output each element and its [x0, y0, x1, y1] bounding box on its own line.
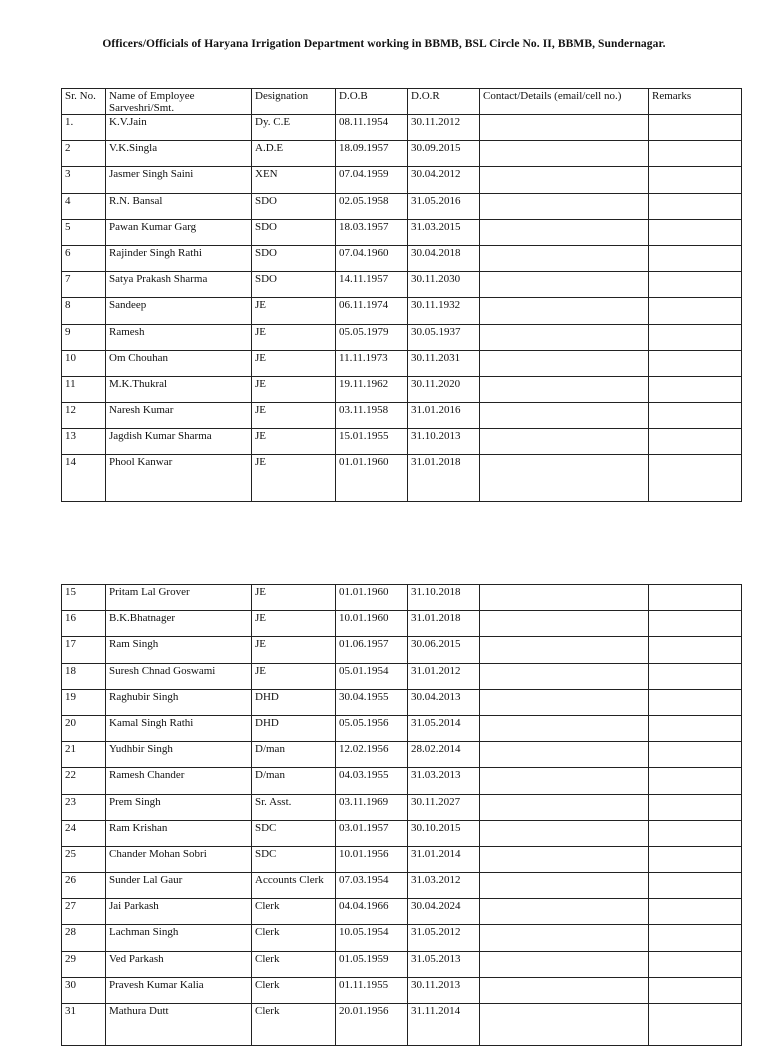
cell-dor: 30.11.2030	[408, 272, 480, 298]
table-row	[62, 298, 742, 324]
table-row	[62, 820, 742, 846]
cell-contact	[480, 429, 649, 455]
cell-sr-no: 12	[62, 403, 106, 429]
cell-designation: JE	[252, 637, 336, 663]
cell-contact	[480, 794, 649, 820]
cell-sr-no: 8	[62, 298, 106, 324]
table-row	[62, 141, 742, 167]
cell-designation: JE	[252, 403, 336, 429]
header-remarks: Remarks	[649, 89, 742, 115]
cell-designation: JE	[252, 376, 336, 402]
cell-sr-no: 2	[62, 141, 106, 167]
cell-contact	[480, 611, 649, 637]
cell-dob: 01.01.1960	[336, 585, 408, 611]
cell-remarks	[649, 115, 742, 141]
cell-sr-no: 16	[62, 611, 106, 637]
cell-dob: 10.01.1960	[336, 611, 408, 637]
cell-dor: 30.11.2013	[408, 977, 480, 1003]
cell-dor: 30.04.2024	[408, 899, 480, 925]
cell-designation: JE	[252, 585, 336, 611]
cell-designation: XEN	[252, 167, 336, 193]
cell-designation: Clerk	[252, 925, 336, 951]
cell-sr-no: 24	[62, 820, 106, 846]
cell-designation: JE	[252, 663, 336, 689]
header-sr-no: Sr. No.	[62, 89, 106, 115]
cell-dob: 30.04.1955	[336, 689, 408, 715]
cell-employee-name: Lachman Singh	[106, 925, 252, 951]
cell-contact	[480, 768, 649, 794]
table-row	[62, 455, 742, 502]
cell-remarks	[649, 873, 742, 899]
cell-contact	[480, 925, 649, 951]
cell-remarks	[649, 272, 742, 298]
table-row	[62, 899, 742, 925]
cell-sr-no: 27	[62, 899, 106, 925]
cell-remarks	[649, 794, 742, 820]
cell-contact	[480, 1004, 649, 1046]
cell-designation: SDO	[252, 272, 336, 298]
cell-sr-no: 22	[62, 768, 106, 794]
cell-dor: 31.03.2015	[408, 219, 480, 245]
cell-remarks	[649, 689, 742, 715]
cell-sr-no: 15	[62, 585, 106, 611]
cell-dor: 31.01.2012	[408, 663, 480, 689]
cell-sr-no: 26	[62, 873, 106, 899]
cell-contact	[480, 689, 649, 715]
cell-employee-name: B.K.Bhatnager	[106, 611, 252, 637]
cell-sr-no: 30	[62, 977, 106, 1003]
table-row	[62, 663, 742, 689]
cell-contact	[480, 245, 649, 271]
cell-dor: 30.06.2015	[408, 637, 480, 663]
cell-designation: JE	[252, 298, 336, 324]
table-row	[62, 193, 742, 219]
cell-dor: 31.05.2013	[408, 951, 480, 977]
table-row	[62, 794, 742, 820]
cell-dob: 03.01.1957	[336, 820, 408, 846]
cell-employee-name: Ramesh	[106, 324, 252, 350]
cell-employee-name: Prem Singh	[106, 794, 252, 820]
cell-designation: SDO	[252, 245, 336, 271]
cell-dob: 04.04.1966	[336, 899, 408, 925]
cell-dor: 31.01.2014	[408, 846, 480, 872]
table-row	[62, 689, 742, 715]
cell-remarks	[649, 298, 742, 324]
table-body-part-2	[62, 585, 742, 1046]
cell-sr-no: 6	[62, 245, 106, 271]
cell-employee-name: Jagdish Kumar Sharma	[106, 429, 252, 455]
cell-remarks	[649, 637, 742, 663]
cell-employee-name: Yudhbir Singh	[106, 742, 252, 768]
cell-contact	[480, 141, 649, 167]
cell-contact	[480, 820, 649, 846]
cell-dob: 11.11.1973	[336, 350, 408, 376]
cell-contact	[480, 873, 649, 899]
cell-sr-no: 25	[62, 846, 106, 872]
cell-dob: 07.04.1960	[336, 245, 408, 271]
table-row	[62, 611, 742, 637]
cell-dob: 14.11.1957	[336, 272, 408, 298]
table-row	[62, 873, 742, 899]
cell-dob: 03.11.1969	[336, 794, 408, 820]
cell-sr-no: 10	[62, 350, 106, 376]
cell-dob: 08.11.1954	[336, 115, 408, 141]
cell-dor: 31.01.2018	[408, 611, 480, 637]
cell-sr-no: 9	[62, 324, 106, 350]
cell-remarks	[649, 324, 742, 350]
header-dor: D.O.R	[408, 89, 480, 115]
cell-dor: 31.03.2012	[408, 873, 480, 899]
cell-employee-name: V.K.Singla	[106, 141, 252, 167]
cell-dor: 30.11.1932	[408, 298, 480, 324]
cell-dor: 31.03.2013	[408, 768, 480, 794]
cell-employee-name: Naresh Kumar	[106, 403, 252, 429]
cell-dor: 30.05.1937	[408, 324, 480, 350]
cell-employee-name: M.K.Thukral	[106, 376, 252, 402]
cell-dor: 31.10.2018	[408, 585, 480, 611]
cell-dob: 10.05.1954	[336, 925, 408, 951]
cell-sr-no: 4	[62, 193, 106, 219]
cell-designation: Dy. C.E	[252, 115, 336, 141]
cell-remarks	[649, 585, 742, 611]
cell-employee-name: Om Chouhan	[106, 350, 252, 376]
cell-employee-name: Pritam Lal Grover	[106, 585, 252, 611]
cell-dor: 31.05.2016	[408, 193, 480, 219]
cell-dob: 01.06.1957	[336, 637, 408, 663]
cell-designation: JE	[252, 429, 336, 455]
cell-designation: A.D.E	[252, 141, 336, 167]
cell-employee-name: Rajinder Singh Rathi	[106, 245, 252, 271]
cell-employee-name: R.N. Bansal	[106, 193, 252, 219]
cell-dob: 18.03.1957	[336, 219, 408, 245]
table-row	[62, 846, 742, 872]
cell-contact	[480, 455, 649, 502]
cell-contact	[480, 899, 649, 925]
table-row	[62, 376, 742, 402]
cell-dor: 30.11.2012	[408, 115, 480, 141]
cell-employee-name: Sandeep	[106, 298, 252, 324]
cell-sr-no: 19	[62, 689, 106, 715]
cell-contact	[480, 637, 649, 663]
cell-dor: 30.09.2015	[408, 141, 480, 167]
table-row	[62, 977, 742, 1003]
cell-dor: 31.05.2014	[408, 715, 480, 741]
cell-dor: 28.02.2014	[408, 742, 480, 768]
cell-remarks	[649, 167, 742, 193]
cell-sr-no: 13	[62, 429, 106, 455]
cell-remarks	[649, 193, 742, 219]
cell-dob: 02.05.1958	[336, 193, 408, 219]
cell-contact	[480, 715, 649, 741]
cell-remarks	[649, 350, 742, 376]
cell-employee-name: Ved Parkash	[106, 951, 252, 977]
cell-designation: Clerk	[252, 899, 336, 925]
cell-dob: 12.02.1956	[336, 742, 408, 768]
cell-employee-name: Pravesh Kumar Kalia	[106, 977, 252, 1003]
cell-contact	[480, 167, 649, 193]
cell-sr-no: 20	[62, 715, 106, 741]
table-row	[62, 742, 742, 768]
table-row	[62, 167, 742, 193]
cell-dob: 10.01.1956	[336, 846, 408, 872]
table-row	[62, 768, 742, 794]
cell-contact	[480, 298, 649, 324]
cell-dob: 07.04.1959	[336, 167, 408, 193]
cell-designation: Clerk	[252, 951, 336, 977]
cell-employee-name: Sunder Lal Gaur	[106, 873, 252, 899]
header-name: Name of Employee Sarveshri/Smt.	[106, 89, 252, 115]
header-dob: D.O.B	[336, 89, 408, 115]
cell-dob: 05.05.1956	[336, 715, 408, 741]
cell-contact	[480, 219, 649, 245]
table-row	[62, 403, 742, 429]
cell-sr-no: 7	[62, 272, 106, 298]
cell-employee-name: Satya Prakash Sharma	[106, 272, 252, 298]
cell-remarks	[649, 899, 742, 925]
cell-remarks	[649, 611, 742, 637]
cell-sr-no: 17	[62, 637, 106, 663]
cell-dob: 05.01.1954	[336, 663, 408, 689]
cell-designation: Sr. Asst.	[252, 794, 336, 820]
cell-designation: Accounts Clerk	[252, 873, 336, 899]
cell-remarks	[649, 219, 742, 245]
table-row	[62, 245, 742, 271]
cell-remarks	[649, 663, 742, 689]
cell-designation: DHD	[252, 689, 336, 715]
cell-dor: 30.11.2031	[408, 350, 480, 376]
cell-sr-no: 21	[62, 742, 106, 768]
cell-remarks	[649, 1004, 742, 1046]
table-row	[62, 585, 742, 611]
cell-employee-name: Pawan Kumar Garg	[106, 219, 252, 245]
cell-remarks	[649, 429, 742, 455]
cell-dob: 15.01.1955	[336, 429, 408, 455]
page-title: Officers/Officials of Haryana Irrigation Department working in BBMB, BSL Circle No. II, BBMB, Sundernagar.	[102, 38, 666, 50]
cell-dor: 30.10.2015	[408, 820, 480, 846]
table-row	[62, 324, 742, 350]
cell-sr-no: 11	[62, 376, 106, 402]
cell-sr-no: 29	[62, 951, 106, 977]
employee-table-part-2	[61, 584, 742, 1046]
table-row	[62, 350, 742, 376]
table-row	[62, 951, 742, 977]
cell-dor: 30.11.2020	[408, 376, 480, 402]
cell-remarks	[649, 768, 742, 794]
cell-employee-name: Mathura Dutt	[106, 1004, 252, 1046]
cell-designation: SDC	[252, 820, 336, 846]
cell-designation: D/man	[252, 768, 336, 794]
cell-contact	[480, 272, 649, 298]
cell-designation: JE	[252, 324, 336, 350]
header-designation: Designation	[252, 89, 336, 115]
cell-employee-name: Ram Singh	[106, 637, 252, 663]
cell-dor: 31.01.2018	[408, 455, 480, 502]
cell-contact	[480, 663, 649, 689]
cell-remarks	[649, 455, 742, 502]
cell-dob: 05.05.1979	[336, 324, 408, 350]
table-row	[62, 715, 742, 741]
cell-sr-no: 23	[62, 794, 106, 820]
cell-remarks	[649, 376, 742, 402]
cell-designation: DHD	[252, 715, 336, 741]
cell-dob: 18.09.1957	[336, 141, 408, 167]
cell-designation: Clerk	[252, 977, 336, 1003]
cell-contact	[480, 951, 649, 977]
cell-contact	[480, 376, 649, 402]
cell-remarks	[649, 715, 742, 741]
cell-employee-name: Suresh Chnad Goswami	[106, 663, 252, 689]
cell-dob: 01.01.1960	[336, 455, 408, 502]
cell-dob: 19.11.1962	[336, 376, 408, 402]
cell-contact	[480, 324, 649, 350]
cell-dob: 07.03.1954	[336, 873, 408, 899]
cell-remarks	[649, 977, 742, 1003]
table-row	[62, 1004, 742, 1046]
cell-dob: 03.11.1958	[336, 403, 408, 429]
cell-designation: SDO	[252, 219, 336, 245]
cell-sr-no: 18	[62, 663, 106, 689]
cell-dob: 04.03.1955	[336, 768, 408, 794]
table-row	[62, 115, 742, 141]
table-row	[62, 637, 742, 663]
cell-designation: JE	[252, 611, 336, 637]
cell-dor: 30.11.2027	[408, 794, 480, 820]
cell-sr-no: 5	[62, 219, 106, 245]
cell-employee-name: K.V.Jain	[106, 115, 252, 141]
cell-dor: 31.10.2013	[408, 429, 480, 455]
cell-employee-name: Jasmer Singh Saini	[106, 167, 252, 193]
cell-contact	[480, 350, 649, 376]
cell-employee-name: Chander Mohan Sobri	[106, 846, 252, 872]
cell-contact	[480, 193, 649, 219]
cell-dob: 01.05.1959	[336, 951, 408, 977]
cell-dor: 30.04.2018	[408, 245, 480, 271]
table-row	[62, 219, 742, 245]
cell-employee-name: Kamal Singh Rathi	[106, 715, 252, 741]
cell-remarks	[649, 846, 742, 872]
table-row	[62, 925, 742, 951]
cell-remarks	[649, 820, 742, 846]
cell-remarks	[649, 742, 742, 768]
cell-remarks	[649, 141, 742, 167]
cell-remarks	[649, 951, 742, 977]
table-row	[62, 272, 742, 298]
cell-sr-no: 28	[62, 925, 106, 951]
cell-dob: 01.11.1955	[336, 977, 408, 1003]
cell-employee-name: Raghubir Singh	[106, 689, 252, 715]
table-row	[62, 429, 742, 455]
employee-table-part-1	[61, 88, 742, 502]
cell-contact	[480, 585, 649, 611]
cell-remarks	[649, 403, 742, 429]
cell-designation: JE	[252, 350, 336, 376]
cell-sr-no: 1.	[62, 115, 106, 141]
cell-designation: Clerk	[252, 1004, 336, 1046]
cell-designation: JE	[252, 455, 336, 502]
cell-sr-no: 3	[62, 167, 106, 193]
cell-contact	[480, 846, 649, 872]
cell-dor: 31.05.2012	[408, 925, 480, 951]
cell-designation: SDC	[252, 846, 336, 872]
cell-dob: 20.01.1956	[336, 1004, 408, 1046]
cell-contact	[480, 115, 649, 141]
cell-remarks	[649, 245, 742, 271]
cell-contact	[480, 742, 649, 768]
cell-contact	[480, 977, 649, 1003]
cell-employee-name: Phool Kanwar	[106, 455, 252, 502]
cell-designation: D/man	[252, 742, 336, 768]
cell-employee-name: Ramesh Chander	[106, 768, 252, 794]
cell-employee-name: Jai Parkash	[106, 899, 252, 925]
cell-employee-name: Ram Krishan	[106, 820, 252, 846]
cell-dob: 06.11.1974	[336, 298, 408, 324]
cell-dor: 31.01.2016	[408, 403, 480, 429]
cell-dor: 31.11.2014	[408, 1004, 480, 1046]
cell-sr-no: 14	[62, 455, 106, 502]
cell-contact	[480, 403, 649, 429]
cell-dor: 30.04.2013	[408, 689, 480, 715]
table-header-row	[62, 89, 742, 115]
cell-dor: 30.04.2012	[408, 167, 480, 193]
table-body-part-1	[62, 115, 742, 502]
cell-designation: SDO	[252, 193, 336, 219]
cell-sr-no: 31	[62, 1004, 106, 1046]
cell-remarks	[649, 925, 742, 951]
header-contact: Contact/Details (email/cell no.)	[480, 89, 649, 115]
